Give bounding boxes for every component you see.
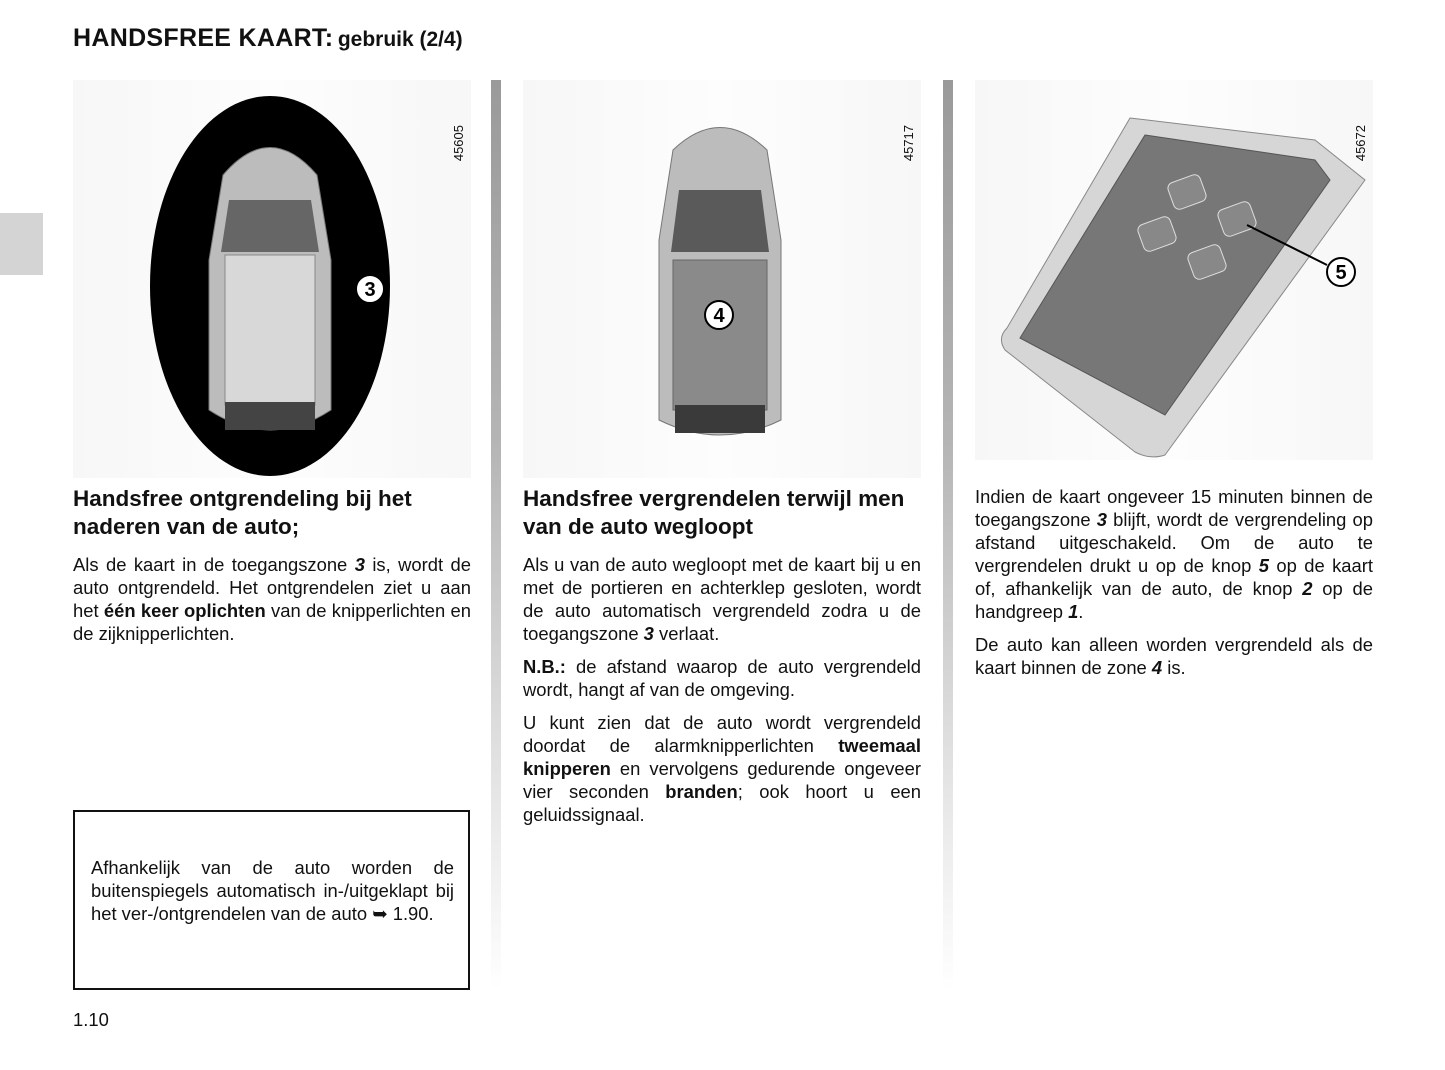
paragraph: De auto kan alleen worden vergrendeld als de kaart binnen de zone 4 is. [975,634,1373,678]
figure-number: 45672 [1353,125,1368,162]
column-3 [975,485,1373,689]
figure-car-unlock-zone [73,80,471,478]
section-heading: Handsfree vergrendelen terwijl men van de auto wegloopt [523,486,905,539]
paragraph: N.B.: de afstand waarop de auto vergrendeld wordt, hangt af van de omgeving. [523,656,921,700]
paragraph: U kunt zien dat de auto wordt vergrendeld doordat de alarmknipperlichten tweemaal knipperen en vervolgens gedurende ongeveer vier seconden branden; ook hoort u een geluidssignaal. [523,712,921,825]
figure-car-lock-zone [523,80,921,478]
figure-number: 45717 [901,125,916,162]
arrow-icon: ➥ [372,903,388,924]
note-box [73,810,470,990]
page-title [73,24,463,53]
callout-3: 3 [364,279,376,301]
figure-number: 45605 [451,125,466,162]
card-icon [1001,118,1365,457]
page-number: 1.10 [73,1009,109,1030]
column-1 [73,485,471,655]
callout-4: 4 [713,305,725,327]
section-tab [0,213,43,275]
column-divider [491,80,501,990]
section-heading: Handsfree ontgrendeling bij het naderen van de auto; [73,486,412,539]
car-top-view-icon [659,128,781,436]
note-text: Afhankelijk van de auto worden de buitenspiegels automatisch in-/uitgeklapt bij het ver-/ontgrendelen van de auto ➥ 1.90. [91,857,454,924]
car-top-view-icon [209,148,331,431]
column-divider [943,80,953,990]
callout-5: 5 [1335,262,1347,284]
column-2 [523,485,921,836]
title-main: HANDSFREE KAART: [73,24,334,52]
figure-handsfree-card [975,80,1373,460]
paragraph: Als de kaart in de toegangszone 3 is, wordt de auto ontgrendeld. Het ontgrendelen ziet u aan het één keer oplichten van de knipperlichten en de zijknipperlichten. [73,554,471,644]
title-sub: gebruik (2/4) [337,28,463,51]
paragraph: Indien de kaart ongeveer 15 minuten binnen de toegangszone 3 blijft, wordt de vergrendeling op afstand uitgeschakeld. Om de auto te vergrendelen drukt u op de knop 5 op de kaart of, afhankelijk van de auto, de knop 2 op de handgreep 1. [975,486,1373,622]
paragraph: Als u van de auto wegloopt met de kaart bij u en met de portieren en achterklep gesloten, wordt de auto automatisch vergrendeld zodra u de toegangszone 3 verlaat. [523,554,921,644]
